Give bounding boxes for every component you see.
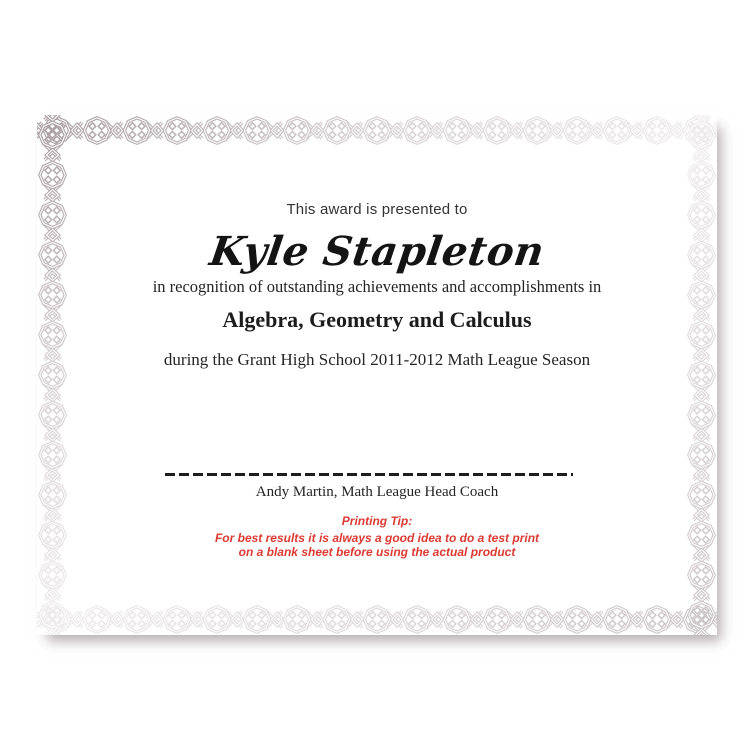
certificate-content	[68, 146, 686, 604]
recognition-text: in recognition of outstanding achievements and accomplishments in	[152, 277, 602, 296]
printing-tip-title: Printing Tip:	[341, 514, 413, 528]
signature-name-title: Andy Martin, Math League Head Coach	[255, 484, 499, 500]
subjects-text: Algebra, Geometry and Calculus	[222, 307, 532, 332]
signature-dash-line	[165, 473, 573, 476]
award-intro-text: This award is presented to	[286, 201, 468, 218]
certificate-paper	[37, 115, 717, 635]
printing-tip-line2: on a blank sheet before using the actual product	[238, 545, 516, 559]
printing-tip-line1: For best results it is always a good idea to do a test print	[214, 531, 540, 545]
recipient-name: Kyle Stapleton	[206, 228, 548, 275]
season-text: during the Grant High School 2011-2012 Math League Season	[163, 350, 591, 369]
